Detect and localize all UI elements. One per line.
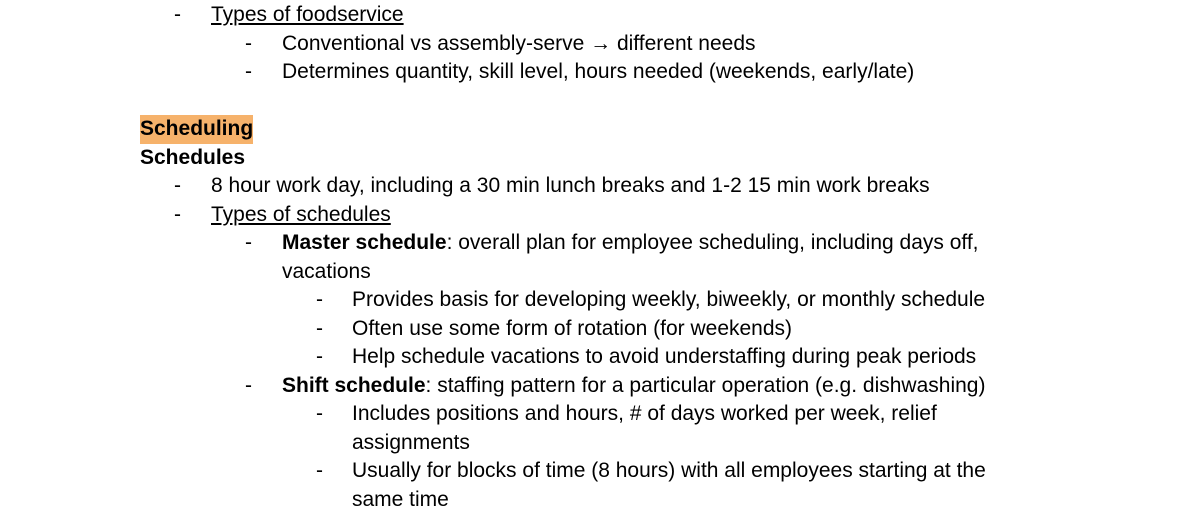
- bullet-dash: -: [174, 203, 181, 226]
- section-title-scheduling: Scheduling: [140, 115, 253, 144]
- shift-schedule-definition: : staffing pattern for a particular operation (e.g. dishwashing): [425, 374, 986, 397]
- bullet-dash: -: [245, 231, 252, 254]
- list-item: Determines quantity, skill level, hours needed (weekends, early/late): [282, 60, 915, 83]
- list-item: Usually for blocks of time (8 hours) with all employees starting at the: [352, 459, 986, 482]
- bullet-dash: -: [316, 317, 323, 340]
- list-item: 8 hour work day, including a 30 min lunch breaks and 1-2 15 min work breaks: [211, 174, 930, 197]
- list-item-continued: same time: [352, 488, 449, 511]
- shift-schedule-term: Shift schedule: [282, 374, 426, 397]
- master-schedule-term: Master schedule: [282, 231, 447, 254]
- subsection-title-schedules: Schedules: [140, 146, 246, 169]
- list-item: Includes positions and hours, # of days worked per week, relief: [352, 402, 937, 425]
- list-item: Often use some form of rotation (for weekends): [352, 317, 793, 340]
- bullet-dash: -: [316, 345, 323, 368]
- list-item: Conventional vs assembly-serve → different needs: [282, 32, 756, 55]
- foodservice-heading: Types of foodservice: [211, 3, 404, 26]
- list-item: Help schedule vacations to avoid understaffing during peak periods: [352, 345, 977, 368]
- master-schedule-definition-continued: vacations: [282, 260, 371, 283]
- bullet-dash: -: [174, 174, 181, 197]
- bullet-dash: -: [174, 3, 181, 26]
- bullet-dash: -: [245, 60, 252, 83]
- list-item: Provides basis for developing weekly, biweekly, or monthly schedule: [352, 288, 986, 311]
- bullet-dash: -: [316, 402, 323, 425]
- bullet-dash: -: [245, 32, 252, 55]
- shift-schedule-item: [282, 372, 985, 401]
- bullet-dash: -: [245, 374, 252, 397]
- bullet-dash: -: [316, 459, 323, 482]
- types-of-schedules-heading: Types of schedules: [211, 203, 391, 226]
- master-schedule-item: [282, 229, 979, 258]
- master-schedule-definition: : overall plan for employee scheduling, including days off,: [446, 231, 979, 254]
- list-item-continued: assignments: [352, 431, 470, 454]
- bullet-dash: -: [316, 288, 323, 311]
